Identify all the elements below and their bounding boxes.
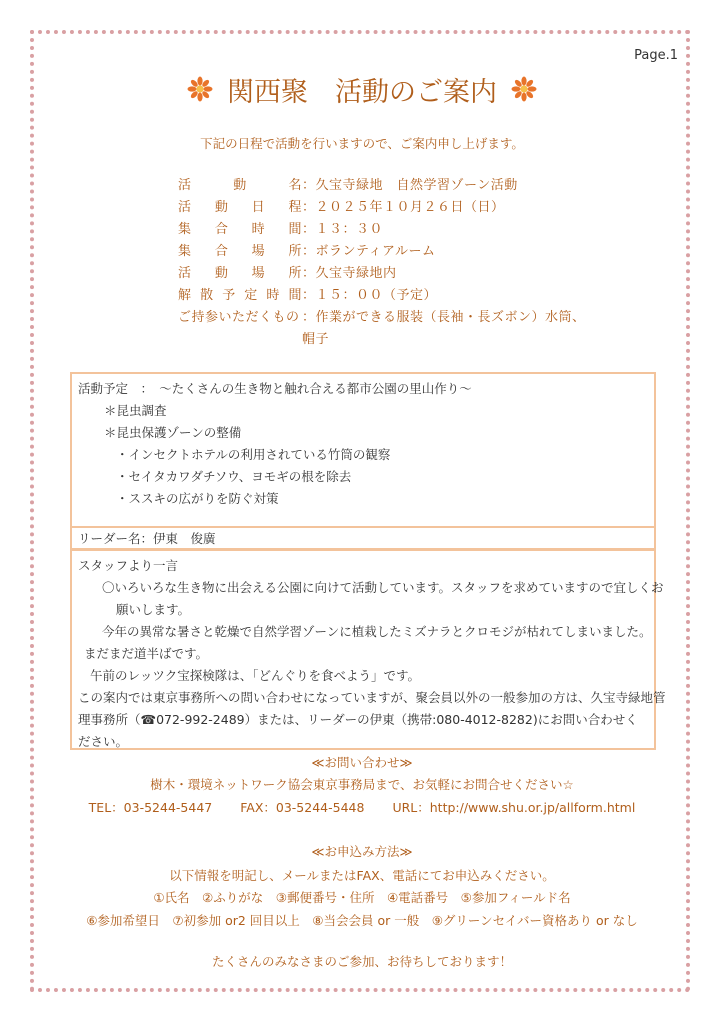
staff-heading: スタッフより一言 bbox=[78, 558, 179, 573]
event-details bbox=[178, 174, 598, 350]
detail-value: ：久宝寺緑地内 bbox=[302, 266, 397, 281]
apply-items: ⑥参加希望日 ⑦初参加 or2 回目以上 ⑧当会会員 or 一般 ⑨グリーンセイバー資格あり or なし bbox=[86, 913, 638, 928]
detail-row bbox=[178, 174, 598, 196]
staff-paragraph: まだまだ道半ばです。 bbox=[84, 646, 209, 661]
detail-label: 集 合 時 間 bbox=[178, 222, 302, 237]
detail-value: ：１５：００（予定） bbox=[302, 288, 438, 303]
apply-items: ①氏名 ②ふりがな ③郵便番号・住所 ④電話番号 ⑤参加フィールド名 bbox=[153, 890, 571, 905]
activity-plan-box bbox=[70, 372, 656, 528]
closing-message: たくさんのみなさまのご参加、お待ちしております！ bbox=[211, 954, 512, 969]
tel-number: TEL：03-5244-5447 bbox=[88, 800, 213, 815]
detail-row bbox=[178, 284, 598, 306]
detail-row bbox=[178, 306, 598, 328]
detail-value: ：久宝寺緑地 自然学習ゾーン活動 bbox=[302, 178, 518, 193]
detail-label: ご持参いただくもの bbox=[178, 310, 300, 325]
staff-paragraph: 願いします。 bbox=[116, 602, 191, 617]
staff-paragraph: この案内では東京事務所への問い合わせになっていますが、聚会員以外の一般参加の方は、久宝寺緑地管 bbox=[78, 690, 666, 705]
staff-paragraph: ださい。 bbox=[78, 734, 129, 749]
contact-numbers bbox=[0, 798, 724, 816]
intro-text: 下記の日程で活動を行いますので、ご案内申し上げます。 bbox=[200, 136, 524, 151]
plan-heading: 活動予定 ： ～たくさんの生き物と触れ合える都市公園の里山作り～ bbox=[78, 381, 472, 396]
detail-value: ：１３：３０ bbox=[302, 222, 384, 237]
page-title: 関西聚 活動のご案内 bbox=[227, 76, 497, 108]
detail-value: ：ボランティアルーム bbox=[302, 244, 436, 259]
detail-label: 解 散 予 定 時 間 bbox=[178, 288, 302, 303]
contact-url[interactable]: URL：http://www.shu.or.jp/allform.html bbox=[392, 800, 636, 815]
detail-value: ：２０２５年１０月２６日（日） bbox=[302, 200, 505, 215]
detail-label: 活 動 日 程 bbox=[178, 200, 302, 215]
detail-continuation: 帽子 bbox=[302, 332, 330, 347]
detail-label: 活 動 名 bbox=[178, 178, 302, 193]
title-row bbox=[0, 64, 724, 114]
plan-bullet: ・セイタカワダチソウ、ヨモギの根を除去 bbox=[116, 469, 352, 484]
flower-icon bbox=[511, 76, 537, 102]
detail-label: 集 合 場 所 bbox=[178, 244, 302, 259]
staff-paragraph: 今年の異常な暑さと乾燥で自然学習ゾーンに植栽したミズナラとクロモジが枯れてしまいました。 bbox=[102, 624, 652, 639]
staff-paragraph: 理事務所（☎072-992-2489）または、リーダーの伊東（携帯:080-4012-8282)にお問い合わせく bbox=[78, 712, 638, 727]
detail-row bbox=[178, 240, 598, 262]
plan-bullet: ・インセクトホテルの利用されている竹筒の観察 bbox=[116, 447, 391, 462]
detail-label: 活 動 場 所 bbox=[178, 266, 302, 281]
page-number: Page.1 bbox=[634, 48, 678, 63]
contact-heading: ≪お問い合わせ≫ bbox=[311, 755, 413, 770]
detail-value: ：作業ができる服装（長袖・長ズボン）水筒、 bbox=[302, 310, 586, 325]
detail-row bbox=[178, 218, 598, 240]
staff-paragraph: 午前のレッツク宝探検隊は、「どんぐりを食べよう」です。 bbox=[90, 668, 421, 683]
flower-icon bbox=[187, 76, 213, 102]
detail-row bbox=[178, 262, 598, 284]
staff-paragraph: 〇いろいろな生き物に出会える公園に向けて活動しています。スタッフを求めていますので宜しくお bbox=[102, 580, 664, 595]
fax-number: FAX：03-5244-5448 bbox=[240, 800, 365, 815]
plan-bullet: ・ススキの広がりを防ぐ対策 bbox=[116, 491, 279, 506]
leader-box bbox=[70, 528, 656, 550]
detail-row bbox=[178, 196, 598, 218]
contact-org: 樹木・環境ネットワーク協会東京事務局まで、お気軽にお問合せください☆ bbox=[150, 777, 574, 792]
apply-heading: ≪お申込み方法≫ bbox=[311, 844, 413, 859]
leader-name: リーダー名：伊東 俊廣 bbox=[78, 531, 216, 546]
staff-message-box bbox=[70, 550, 666, 750]
apply-instruction: 以下情報を明記し、メールまたはFAX、電話にてお申込みください。 bbox=[169, 868, 555, 883]
plan-item: ＊昆虫保護ゾーンの整備 bbox=[104, 425, 242, 440]
plan-item: ＊昆虫調査 bbox=[104, 403, 167, 418]
